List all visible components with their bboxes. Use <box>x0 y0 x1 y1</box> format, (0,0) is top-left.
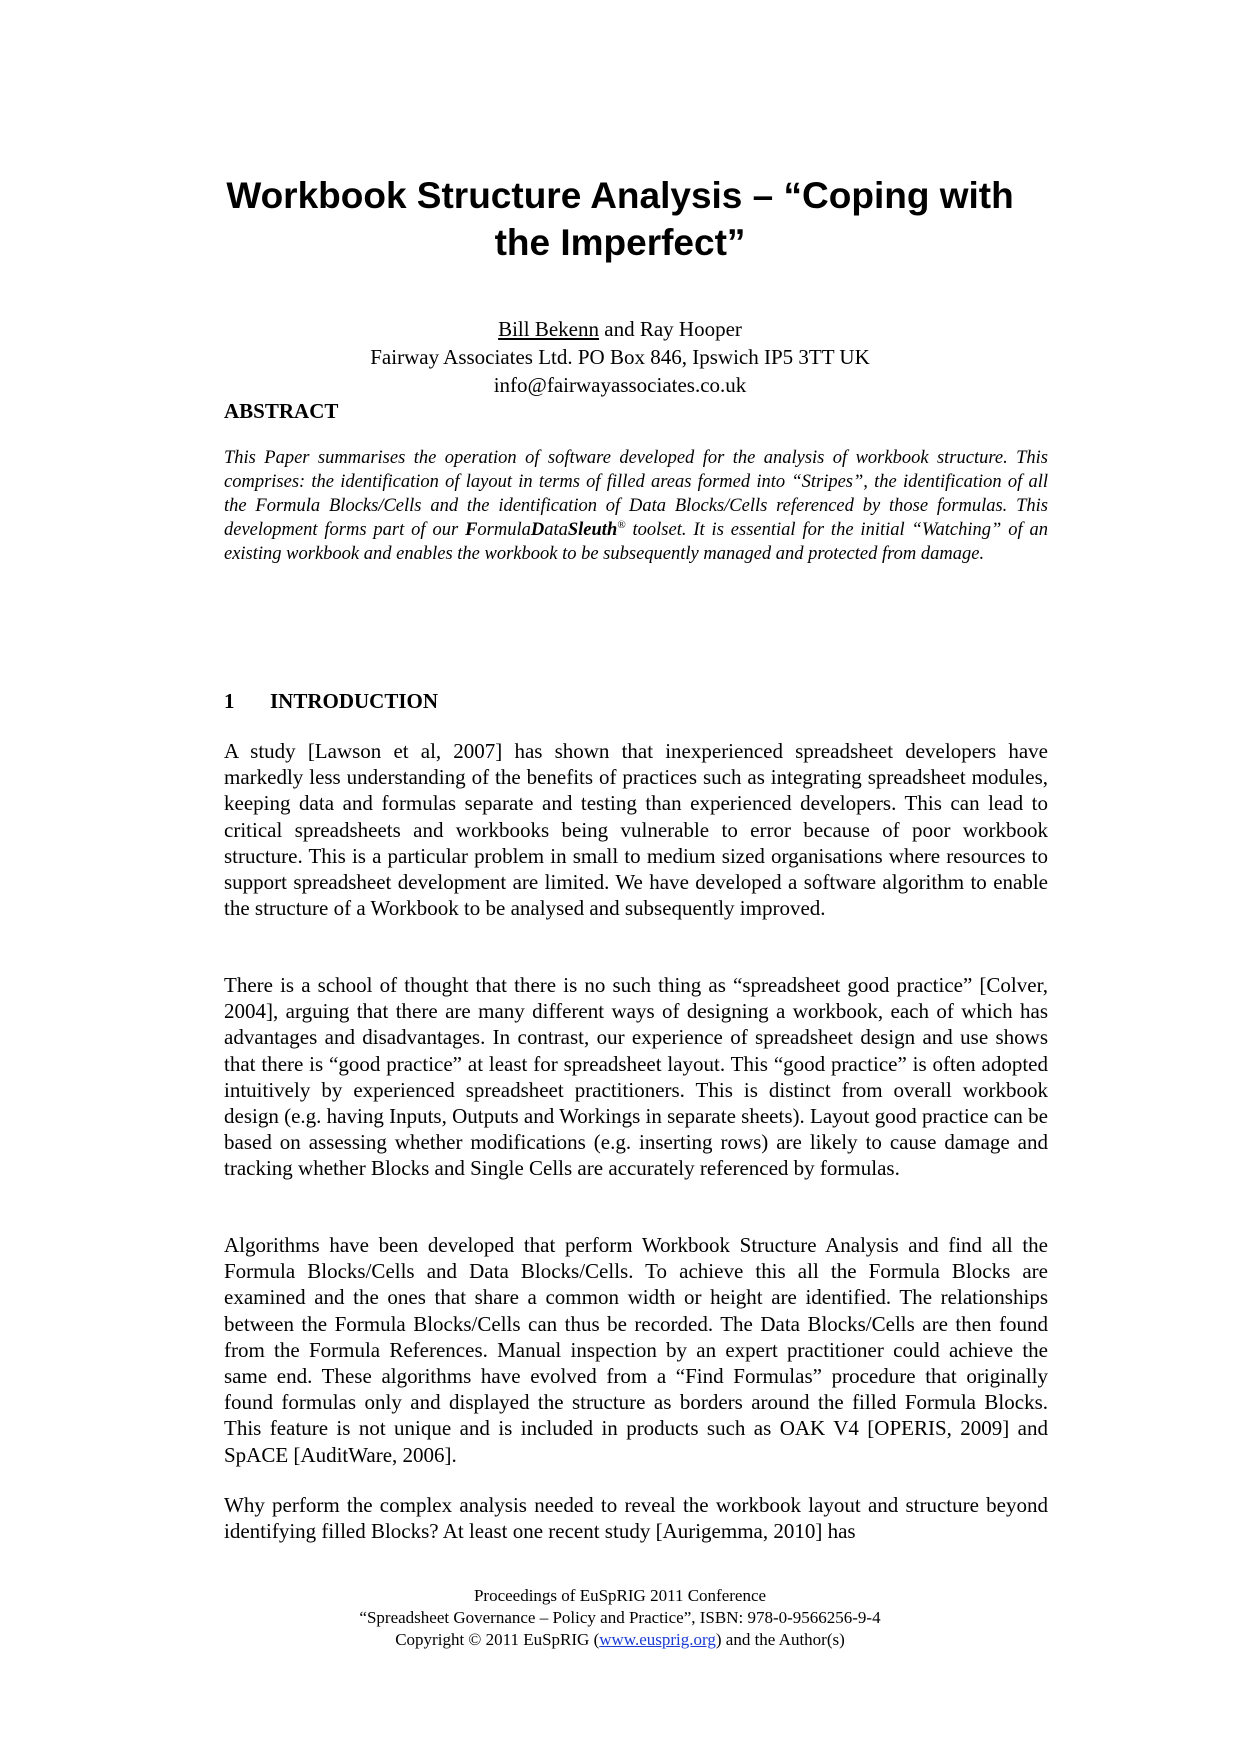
paper-title: Workbook Structure Analysis – “Coping with the Imperfect” <box>226 175 1014 263</box>
second-author: Ray Hooper <box>639 317 742 341</box>
brand-ata: ata <box>544 520 568 540</box>
eusprig-link[interactable]: www.eusprig.org <box>599 1630 716 1649</box>
abstract-heading: ABSTRACT <box>224 399 339 423</box>
abstract-section <box>224 446 1048 566</box>
brand-ormula: ormula <box>477 520 531 540</box>
abstract-text-before: This Paper summarises the operation of software developed for the analysis of workbook structure. This comprises: the identification of layout in terms of filled areas formed into “Stripes”, the identification of all the Formula Blocks/Cells and the identification of Data Blocks/Cells referenced by those formulas. This development forms part of our <box>224 448 1048 540</box>
section-heading-block <box>224 688 1048 714</box>
intro-paragraph-2 <box>224 972 1048 1182</box>
brand-s: S <box>567 520 579 540</box>
intro-paragraph-3 <box>224 1232 1048 1468</box>
affiliation: Fairway Associates Ltd. PO Box 846, Ipswich IP5 3TT UK <box>370 345 870 369</box>
paragraph: Why perform the complex analysis needed to reveal the workbook layout and structure beyond identifying filled Blocks? At least one recent study [Aurigemma, 2010] has <box>224 1493 1048 1544</box>
footer-conference: “Spreadsheet Governance – Policy and Practice”, ISBN: 978-0-9566256-9-4 <box>359 1608 881 1627</box>
paragraph: A study [Lawson et al, 2007] has shown that inexperienced spreadsheet developers have markedly less understanding of the benefits of practices such as integrating spreadsheet modules, keeping data and formulas separate and testing than experienced developers. This can lead to critical spreadsheets and workbooks being vulnerable to error because of poor workbook structure. This is a particular problem in small to medium sized organisations where resources to support spreadsheet development are limited. We have developed a software algorithm to enable the structure of a Workbook to be analysed and subsequently improved. <box>224 739 1048 921</box>
paragraph: Algorithms have been developed that perform Workbook Structure Analysis and find all the Formula Blocks/Cells and Data Blocks/Cells. To achieve this all the Formula Blocks are examined and the ones that share a common width or height are identified. The relationships between the Formula Blocks/Cells can thus be recorded. The Data Blocks/Cells are then found from the Formula References. Manual inspection by an expert practitioner could achieve the same end. These algorithms have evolved from a “Find Formulas” procedure that originally found formulas only and displayed the structure as borders around the filled Formula Blocks. This feature is not unique and is included in products such as OAK V4 [OPERIS, 2009] and SpACE [AuditWare, 2006]. <box>224 1233 1048 1467</box>
section-title: INTRODUCTION <box>270 689 439 713</box>
section-number: 1 <box>224 689 235 713</box>
brand-d: D <box>530 520 545 540</box>
abstract-text <box>224 446 1048 566</box>
footer-proceedings: Proceedings of EuSpRIG 2011 Conference <box>473 1586 767 1605</box>
brand-name <box>465 520 626 540</box>
paragraph: There is a school of thought that there is no such thing as “spreadsheet good practice” [Colver, 2004], arguing that there are many different ways of designing a workbook, each of which has advantages and disadvantages. In contrast, our experience of spreadsheet design and use shows that there is “good practice” at least for spreadsheet layout. This “good practice” is often adopted intuitively by experienced spreadsheet practitioners. This is distinct from overall workbook design (e.g. having Inputs, Outputs and Workings in separate sheets). Layout good practice can be based on assessing whether modifications (e.g. inserting rows) are likely to cause damage and tracking whether Blocks and Single Cells are accurately referenced by formulas. <box>224 973 1048 1181</box>
section-heading-introduction <box>224 688 1048 714</box>
author-joiner: and <box>599 317 640 341</box>
abstract-text-after: toolset. It is essential for the initial “Watching” of an existing workbook and enables the workbook to be subsequently managed and protected from damage. <box>224 520 1048 564</box>
intro-paragraph-1 <box>224 738 1048 921</box>
copyright-suffix: ) and the Author(s) <box>715 1630 845 1649</box>
abstract-heading-block <box>224 398 1048 424</box>
footer-copyright <box>200 1629 1040 1651</box>
page-footer <box>200 1585 1040 1651</box>
first-author: Bill Bekenn <box>498 317 600 341</box>
brand-leuth: leuth <box>578 520 618 540</box>
copyright-text: Copyright © 2011 EuSpRIG ( <box>395 1630 600 1649</box>
intro-paragraph-4 <box>224 1492 1048 1544</box>
author-email: info@fairwayassociates.co.uk <box>493 373 747 397</box>
brand-f: F <box>465 520 478 540</box>
author-names <box>200 315 1040 343</box>
author-block <box>200 315 1040 399</box>
registered-mark: ® <box>617 518 626 531</box>
